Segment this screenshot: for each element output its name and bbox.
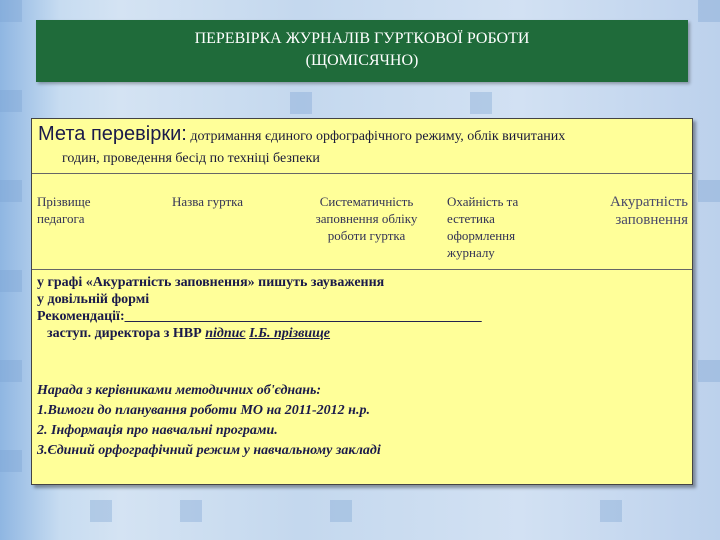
goal-heading: Мета перевірки: <box>38 123 187 145</box>
background-square <box>0 180 22 202</box>
background-square <box>180 500 202 522</box>
signature-placeholder: підпис <box>205 326 246 341</box>
notes-section <box>37 274 677 342</box>
meeting-item-3: 3.Єдиний орфографічний режим у навчальному закладі <box>37 443 381 458</box>
notes-line-1: у графі «Акуратність заповнення» пишуть зауваження <box>37 275 385 290</box>
background-square <box>0 360 22 382</box>
content-panel <box>31 118 693 485</box>
column-header-systematic: Систематичність заповнення обліку роботи гуртка <box>315 194 418 243</box>
background-square <box>698 0 720 22</box>
column-header-neatness: Охайність та естетика оформлення журналу <box>447 194 519 260</box>
background-square <box>90 500 112 522</box>
background-square <box>290 92 312 114</box>
title-line-2: (ЩОМІСЯЧНО) <box>305 52 419 69</box>
background-square <box>330 500 352 522</box>
page-title <box>36 20 688 82</box>
goal-section <box>38 123 688 170</box>
meeting-heading: Нарада з керівниками методичних об'єднань: <box>37 383 322 398</box>
background-square <box>0 90 22 112</box>
divider <box>32 269 692 270</box>
signature-line <box>37 325 677 342</box>
background-square <box>470 92 492 114</box>
background-square <box>698 360 720 382</box>
title-line-1: ПЕРЕВІРКА ЖУРНАЛІВ ГУРТКОВОЇ РОБОТИ <box>194 30 530 47</box>
background-square <box>0 450 22 472</box>
background-square <box>698 180 720 202</box>
meeting-section <box>37 381 677 461</box>
column-header-accuracy: Акуратність заповнення <box>610 194 688 228</box>
goal-text-1: дотримання єдиного орфографічного режиму, облік вичитаних <box>186 129 566 144</box>
divider <box>32 173 692 174</box>
column-header-club: Назва гуртка <box>172 194 244 209</box>
meeting-item-1: 1.Вимоги до планування роботи МО на 2011-2012 н.р. <box>37 403 370 418</box>
notes-line-2: у довільній формі <box>37 292 150 307</box>
column-header-teacher: Прізвище педагога <box>37 194 91 226</box>
name-placeholder: І.Б. прізвище <box>249 326 331 341</box>
background-square <box>0 270 22 292</box>
meeting-item-2: 2. Інформація про навчальні програми. <box>37 423 278 438</box>
signature-prefix: заступ. директора з НВР <box>47 326 206 341</box>
goal-text-2: годин, проведення бесід по техніці безпеки <box>62 151 320 166</box>
recommendations-line: Рекомендації:___________________________________________________ <box>37 309 482 324</box>
background-square <box>0 0 22 22</box>
background-square <box>600 500 622 522</box>
